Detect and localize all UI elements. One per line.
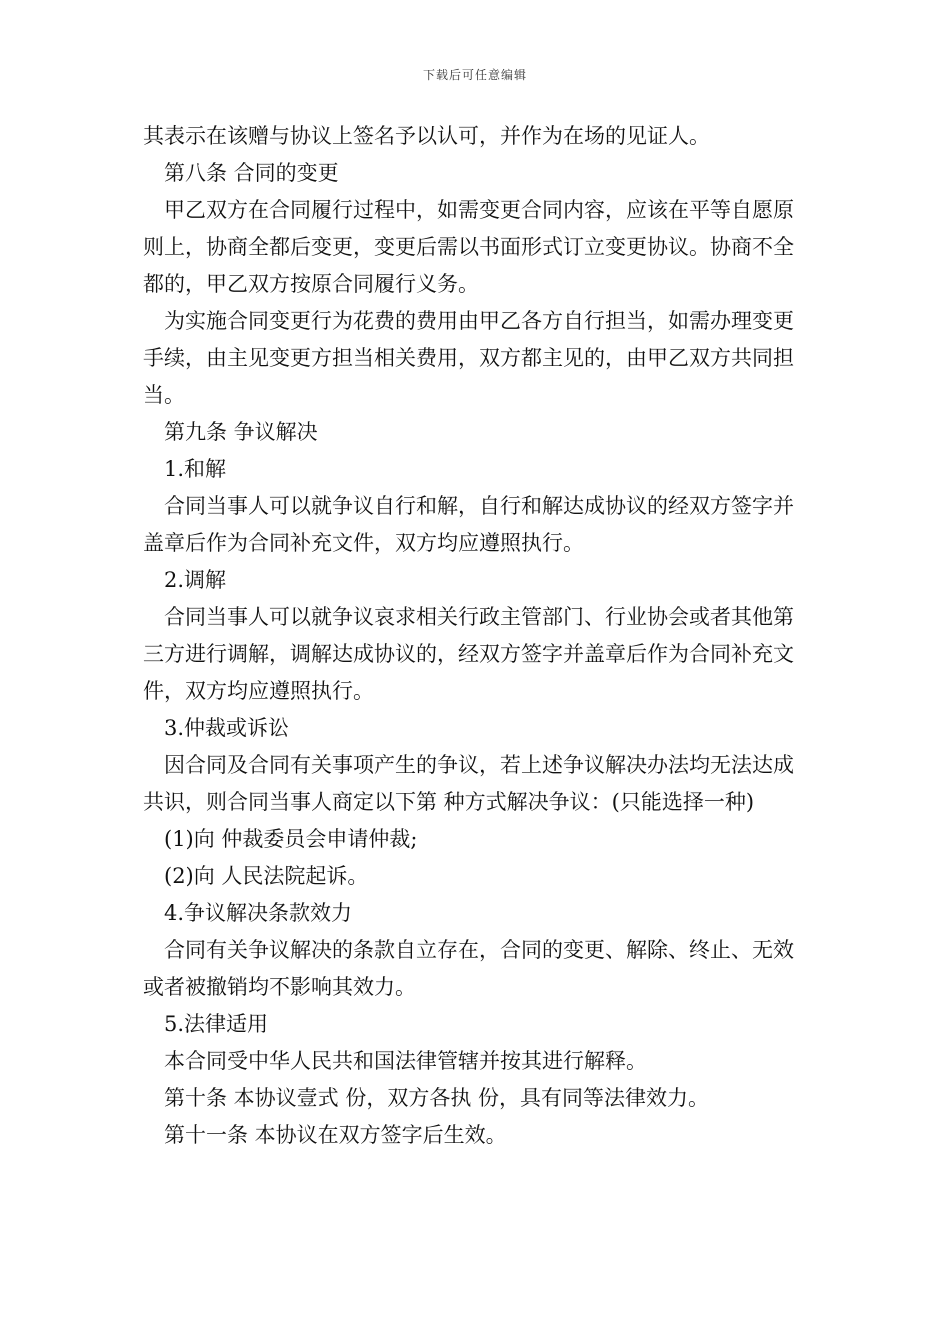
paragraph-mediation: 合同当事人可以就争议哀求相关行政主管部门、行业协会或者其他第三方进行调解，调解达成协议的，经双方签字并盖章后作为合同补充文件，双方均应遵照执行。 — [143, 605, 794, 703]
subheading-applicable-law: 5.法律适用 — [164, 1012, 269, 1036]
heading-article-10: 第十条 本协议壹式 份，双方各执 份，具有同等法律效力。 — [164, 1086, 710, 1110]
paragraph-clause-validity: 合同有关争议解决的条款自立存在，合同的变更、解除、终止、无效或者被撤销均不影响其效力。 — [143, 938, 794, 999]
subheading-settlement: 1.和解 — [164, 457, 227, 481]
paragraph-change-costs: 为实施合同变更行为花费的费用由甲乙各方自行担当，如需办理变更手续，由主见变更方担当相关费用，双方都主见的，由甲乙双方共同担当。 — [143, 309, 794, 407]
subheading-arbitration: 3.仲裁或诉讼 — [164, 716, 290, 740]
paragraph-change-terms: 甲乙双方在合同履行过程中，如需变更合同内容，应该在平等自愿原则上，协商全都后变更，变更后需以书面形式订立变更协议。协商不全都的，甲乙双方按原合同履行义务。 — [143, 198, 794, 296]
paragraph-settlement: 合同当事人可以就争议自行和解，自行和解达成协议的经双方签字并盖章后作为合同补充文件，双方均应遵照执行。 — [143, 494, 794, 555]
paragraph-witness: 其表示在该赠与协议上签名予以认可，并作为在场的见证人。 — [143, 124, 710, 148]
subheading-clause-validity: 4.争议解决条款效力 — [164, 901, 353, 925]
paragraph-applicable-law: 本合同受中华人民共和国法律管辖并按其进行解释。 — [164, 1049, 647, 1073]
paragraph-arbitration: 因合同及合同有关事项产生的争议，若上述争议解决办法均无法达成共识，则合同当事人商定以下第 种方式解决争议：(只能选择一种) — [143, 753, 794, 814]
option-arbitration: (1)向 仲裁委员会申请仲裁; — [164, 827, 418, 851]
page-header-note: 下载后可任意编辑 — [422, 68, 527, 82]
option-court: (2)向 人民法院起诉。 — [164, 864, 369, 888]
heading-article-9: 第九条 争议解决 — [164, 420, 318, 444]
subheading-mediation: 2.调解 — [164, 568, 227, 592]
heading-article-8: 第八条 合同的变更 — [164, 161, 339, 185]
heading-article-11: 第十一条 本协议在双方签字后生效。 — [164, 1123, 507, 1147]
document-body — [143, 118, 807, 1154]
